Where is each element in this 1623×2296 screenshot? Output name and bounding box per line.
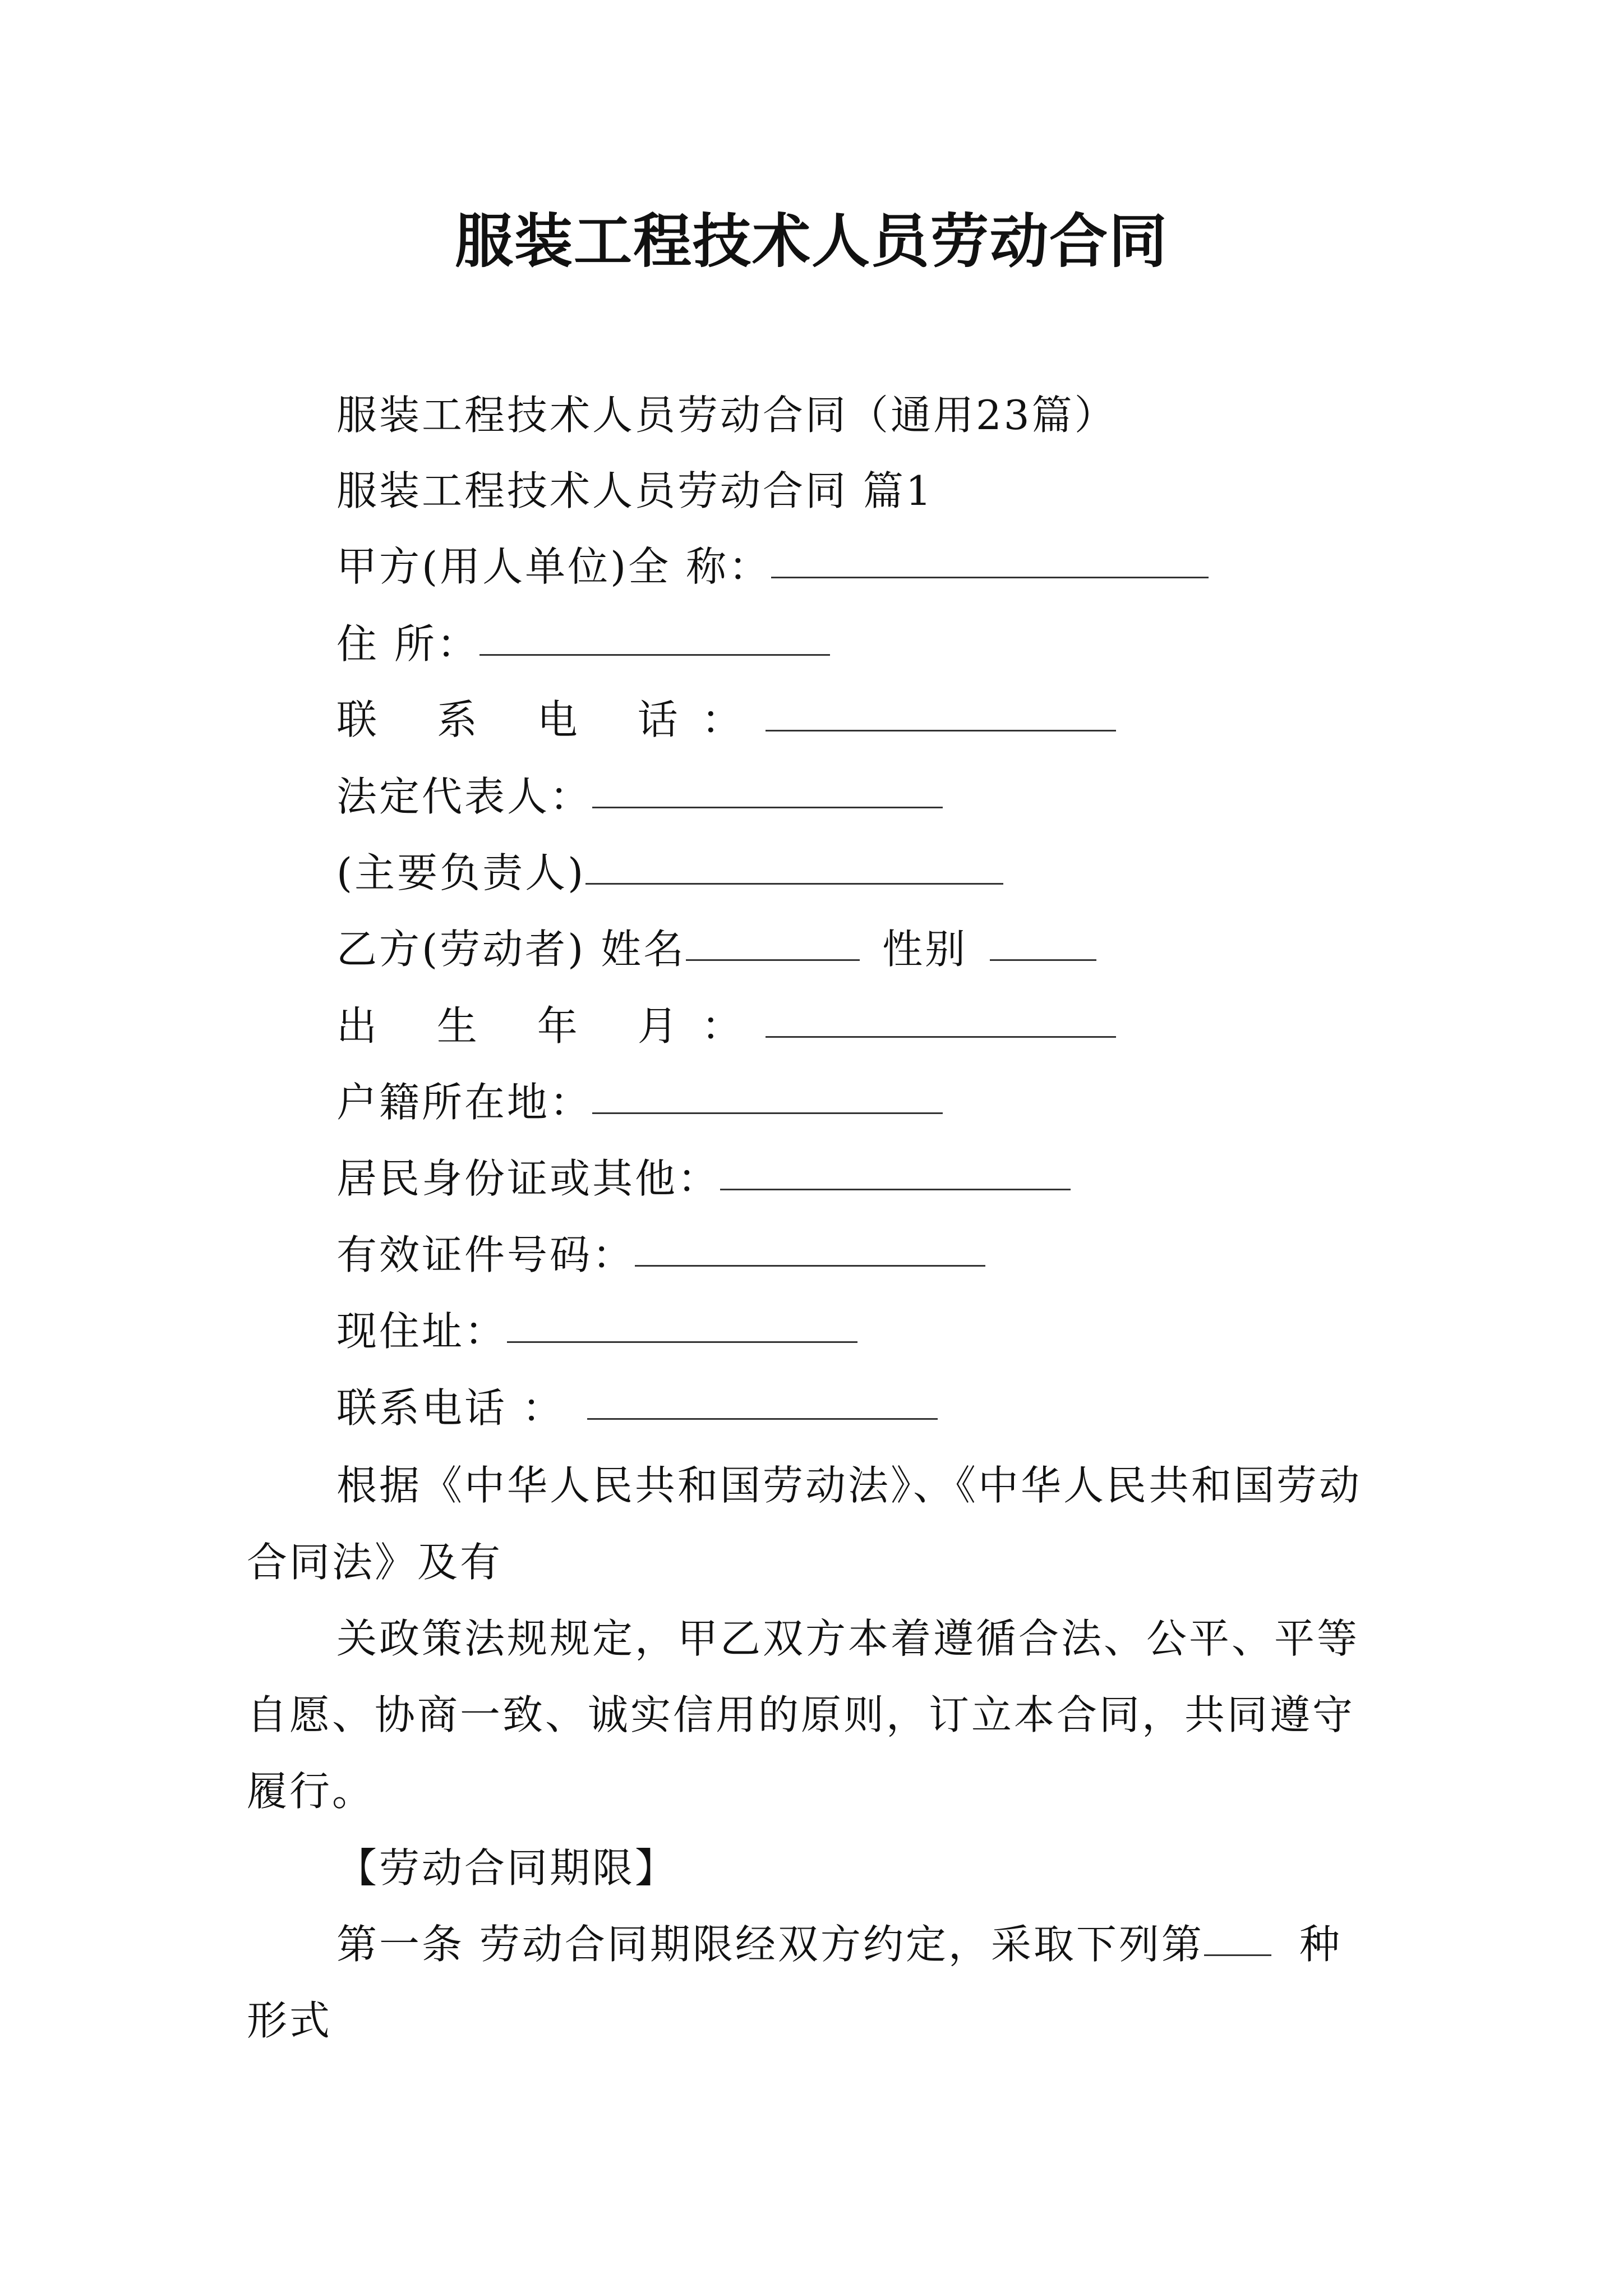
section-heading: 服装工程技术人员劳动合同 篇1 (336, 467, 934, 514)
preamble-line-1: 根据《中华人民共和国劳动法》、《中华人民共和国劳动 (336, 1462, 1362, 1509)
party-a-phone-blank[interactable] (766, 730, 1116, 731)
party-b-address-row (336, 1303, 857, 1359)
party-a-legal-rep-label: 法定代表人： (336, 773, 593, 820)
party-b-id-type-label: 居民身份证或其他： (336, 1155, 721, 1202)
party-b-id-type-blank[interactable] (720, 1189, 1071, 1190)
party-a-address-row (336, 616, 830, 672)
party-b-phone-blank[interactable] (587, 1418, 938, 1420)
party-b-name-gender-row (336, 921, 1096, 977)
party-a-full-name-label: 甲方(用人单位)全 称： (336, 543, 772, 590)
party-a-principal-blank[interactable] (585, 883, 1003, 885)
party-a-address-blank[interactable] (479, 654, 830, 656)
party-b-birth-blank[interactable] (766, 1036, 1116, 1038)
party-a-phone-label: 联 系 电 话： (336, 696, 766, 743)
party-b-id-number-blank[interactable] (635, 1265, 985, 1267)
party-b-name-blank[interactable] (686, 959, 860, 961)
preamble-p2-line-3: 履行。 (247, 1768, 375, 1815)
article-1-line-2: 形式 (247, 1997, 333, 2044)
party-b-address-label: 现住址： (336, 1308, 508, 1355)
party-b-household-label: 户籍所在地： (336, 1079, 593, 1126)
party-a-full-name-blank[interactable] (771, 577, 1209, 578)
preamble-line-2: 合同法》及有 (247, 1539, 503, 1586)
preamble-p2-line-2: 自愿、协商一致、诚实信用的原则，订立本合同，共同遵守 (247, 1691, 1355, 1738)
party-a-legal-rep-blank[interactable] (592, 807, 943, 808)
party-b-gender-label: 性别 (882, 926, 968, 973)
party-b-id-type-row (336, 1151, 1071, 1207)
party-b-id-number-label: 有效证件号码： (336, 1231, 635, 1278)
document-subtitle: 服装工程技术人员劳动合同（通用23篇） (336, 392, 1117, 439)
party-b-birth-row (336, 998, 1116, 1054)
preamble-p2-line-1: 关政策法规规定，甲乙双方本着遵循合法、公平、平等 (336, 1615, 1360, 1662)
party-a-principal-label: (主要负责人) (336, 849, 586, 896)
party-b-household-blank[interactable] (592, 1112, 943, 1114)
party-b-address-blank[interactable] (507, 1341, 857, 1343)
party-b-phone-row (336, 1380, 938, 1436)
party-b-name-label: 乙方(劳动者) 姓名 (336, 926, 686, 973)
article-1-text: 第一条 劳动合同期限经双方约定，采取下列第 (336, 1921, 1204, 1968)
party-b-id-number-row (336, 1227, 985, 1283)
party-a-phone-row (336, 692, 1116, 748)
party-a-full-name-row (336, 539, 1209, 595)
article-1-form-blank[interactable] (1204, 1954, 1271, 1956)
party-b-birth-label: 出 生 年 月： (336, 1002, 766, 1050)
party-a-principal-row (336, 845, 1003, 901)
article-1-line-1 (336, 1916, 1342, 1972)
document-title: 服装工程技术人员劳动合同 (454, 207, 1168, 275)
party-b-household-row (336, 1074, 943, 1130)
party-b-phone-label: 联系电话 ： (336, 1384, 565, 1432)
party-a-address-label: 住 所： (336, 620, 479, 668)
party-b-gender-blank[interactable] (990, 959, 1096, 961)
party-a-legal-rep-row (336, 769, 943, 825)
term-heading: 【劳动合同期限】 (336, 1844, 678, 1892)
article-1-text-end: 种 (1299, 1921, 1342, 1968)
